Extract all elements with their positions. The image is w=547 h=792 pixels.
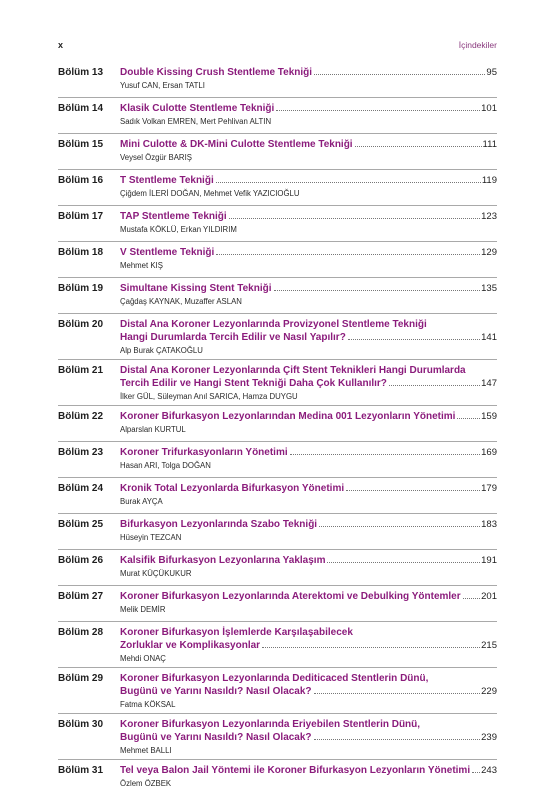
- page-number-ref: 239: [481, 732, 497, 743]
- dot-leader: [346, 490, 480, 491]
- chapter-label: Bölüm 25: [58, 519, 104, 530]
- chapter-title-text: Koroner Bifurkasyon İşlemlerde Karşılaşabilecek: [120, 627, 353, 638]
- chapter-title-text: Koroner Bifurkasyon Lezyonlarında Aterektomi ve Debulking Yöntemler: [120, 591, 461, 602]
- chapter-label: Bölüm 19: [58, 283, 104, 294]
- toc-entry[interactable]: [58, 446, 497, 474]
- chapter-title-line: [120, 626, 497, 639]
- page-number-ref: 123: [481, 211, 497, 222]
- chapter-authors: Mustafa KÖKLÜ, Erkan YILDIRIM: [120, 225, 237, 234]
- chapter-title[interactable]: [120, 718, 497, 744]
- chapter-label: Bölüm 18: [58, 247, 104, 258]
- chapter-title-line: [120, 718, 497, 731]
- chapter-authors: Özlem ÖZBEK: [120, 779, 172, 788]
- chapter-title-text: Tercih Edilir ve Hangi Stent Tekniği Daha Çok Kullanılır?: [120, 378, 387, 389]
- toc-entry[interactable]: [58, 66, 497, 94]
- toc-entry[interactable]: [58, 590, 497, 618]
- dot-leader: [314, 739, 481, 740]
- chapter-title-text: V Stentleme Tekniği: [120, 247, 215, 258]
- chapter-authors: Sadık Volkan EMREN, Mert Pehlivan ALTIN: [120, 117, 272, 126]
- chapter-label: Bölüm 24: [58, 483, 104, 494]
- chapter-authors: Çiğdem İLERİ DOĞAN, Mehmet Vefik YAZICIOĞLU: [120, 189, 300, 198]
- toc-entry[interactable]: [58, 138, 497, 166]
- chapter-title-line: [120, 590, 497, 603]
- divider: [58, 585, 497, 586]
- dot-leader: [327, 562, 480, 563]
- divider: [58, 205, 497, 206]
- dot-leader: [389, 385, 480, 386]
- chapter-authors: Melik DEMİR: [120, 605, 166, 614]
- toc-entry[interactable]: [58, 554, 497, 582]
- page-number-ref: 169: [481, 447, 497, 458]
- dot-leader: [348, 339, 480, 340]
- page-number-ref: 243: [481, 765, 497, 776]
- chapter-authors: Hasan ARI, Tolga DOĞAN: [120, 461, 211, 470]
- page-number-ref: 147: [481, 378, 497, 389]
- chapter-authors: Fatma KÖKSAL: [120, 700, 176, 709]
- toc-entry[interactable]: [58, 672, 497, 710]
- page-number-ref: 229: [481, 686, 497, 697]
- chapter-title-text: Kalsifik Bifurkasyon Lezyonlarına Yaklaşım: [120, 555, 326, 566]
- toc-entry[interactable]: [58, 102, 497, 130]
- section-title: İçindekiler: [458, 40, 497, 50]
- chapter-title-line: [120, 518, 497, 531]
- divider: [58, 441, 497, 442]
- chapter-title-line: [120, 410, 497, 423]
- chapter-authors: Mehmet BALLI: [120, 746, 172, 755]
- toc-entry[interactable]: [58, 764, 497, 792]
- chapter-title-line: [120, 377, 497, 390]
- chapter-title-text: Zorluklar ve Komplikasyonlar: [120, 640, 261, 651]
- divider: [58, 405, 497, 406]
- chapter-title-line: [120, 554, 497, 567]
- toc-entry[interactable]: [58, 518, 497, 546]
- page-number-ref: 119: [481, 175, 497, 186]
- chapter-title-line: [120, 102, 497, 115]
- chapter-title-line: [120, 685, 497, 698]
- page-number-ref: 101: [481, 103, 497, 114]
- dot-leader: [229, 218, 480, 219]
- chapter-title-text: Double Kissing Crush Stentleme Tekniği: [120, 67, 313, 78]
- chapter-title[interactable]: [120, 554, 497, 567]
- page-header: [58, 40, 497, 54]
- chapter-authors: Mehmet KIŞ: [120, 261, 163, 270]
- chapter-title[interactable]: [120, 102, 497, 115]
- dot-leader: [314, 693, 481, 694]
- toc-entry[interactable]: [58, 210, 497, 238]
- divider: [58, 133, 497, 134]
- chapter-title-text: Mini Culotte & DK-Mini Culotte Stentleme Tekniği: [120, 139, 353, 150]
- page-number-ref: 141: [481, 332, 497, 343]
- chapter-title-text: T Stentleme Tekniği: [120, 175, 214, 186]
- chapter-title-line: [120, 282, 497, 295]
- chapter-title[interactable]: [120, 672, 497, 698]
- chapter-title-text: TAP Stentleme Tekniği: [120, 211, 227, 222]
- divider: [58, 713, 497, 714]
- divider: [58, 621, 497, 622]
- divider: [58, 277, 497, 278]
- chapter-title-text: Simultane Kissing Stent Tekniği: [120, 283, 272, 294]
- chapter-title[interactable]: [120, 590, 497, 603]
- chapter-title[interactable]: [120, 446, 497, 459]
- chapter-label: Bölüm 31: [58, 765, 104, 776]
- chapter-label: Bölüm 17: [58, 211, 104, 222]
- chapter-title-text: Koroner Bifurkasyon Lezyonlarında Dediticaced Stentlerin Dünü,: [120, 673, 429, 684]
- chapter-authors: Alparslan KURTUL: [120, 425, 186, 434]
- chapter-title[interactable]: [120, 482, 497, 495]
- page-number-ref: 95: [486, 67, 497, 78]
- toc-entry[interactable]: [58, 246, 497, 274]
- toc-entry[interactable]: [58, 318, 497, 356]
- chapter-title[interactable]: [120, 246, 497, 259]
- toc-entry[interactable]: [58, 718, 497, 756]
- chapter-label: Bölüm 23: [58, 447, 104, 458]
- chapter-title-line: [120, 138, 497, 151]
- chapter-label: Bölüm 29: [58, 673, 104, 684]
- toc-entry[interactable]: [58, 482, 497, 510]
- chapter-title-text: Koroner Trifurkasyonların Yönetimi: [120, 447, 288, 458]
- chapter-title[interactable]: [120, 626, 497, 652]
- chapter-label: Bölüm 28: [58, 627, 104, 638]
- dot-leader: [355, 146, 482, 147]
- chapter-title-text: Hangi Durumlarda Tercih Edilir ve Nasıl Yapılır?: [120, 332, 346, 343]
- divider: [58, 241, 497, 242]
- chapter-title-line: [120, 246, 497, 259]
- toc-entry[interactable]: [58, 626, 497, 664]
- divider: [58, 359, 497, 360]
- toc-entry[interactable]: [58, 174, 497, 202]
- chapter-label: Bölüm 13: [58, 67, 104, 78]
- divider: [58, 169, 497, 170]
- chapter-title[interactable]: [120, 318, 497, 344]
- dot-leader: [274, 290, 481, 291]
- dot-leader: [319, 526, 480, 527]
- chapter-label: Bölüm 21: [58, 365, 104, 376]
- chapter-authors: Burak AYÇA: [120, 497, 163, 506]
- chapter-label: Bölüm 26: [58, 555, 104, 566]
- chapter-title[interactable]: [120, 764, 497, 777]
- divider: [58, 667, 497, 668]
- divider: [58, 759, 497, 760]
- chapter-title-text: Distal Ana Koroner Lezyonlarında Çift Stent Teknikleri Hangi Durumlarda: [120, 365, 466, 376]
- divider: [58, 97, 497, 98]
- page-number-ref: 129: [481, 247, 497, 258]
- chapter-authors: İlker GÜL, Süleyman Anıl SARICA, Hamza DUYGU: [120, 392, 298, 401]
- chapter-title-line: [120, 672, 497, 685]
- chapter-title[interactable]: [120, 282, 497, 295]
- dot-leader: [290, 454, 481, 455]
- chapter-label: Bölüm 16: [58, 175, 104, 186]
- page-number-ref: 159: [481, 411, 497, 422]
- divider: [58, 549, 497, 550]
- dot-leader: [216, 182, 481, 183]
- chapter-authors: Çağdaş KAYNAK, Muzaffer ASLAN: [120, 297, 242, 306]
- table-of-contents: [58, 66, 497, 792]
- page-number-ref: 215: [481, 640, 497, 651]
- chapter-title-line: [120, 639, 497, 652]
- chapter-title-text: Koroner Bifurkasyon Lezyonlarında Eriyebilen Stentlerin Dünü,: [120, 719, 421, 730]
- chapter-title-line: [120, 174, 497, 187]
- chapter-label: Bölüm 22: [58, 411, 104, 422]
- dot-leader: [216, 254, 480, 255]
- chapter-title[interactable]: [120, 210, 497, 223]
- dot-leader: [472, 772, 480, 773]
- chapter-title-line: [120, 66, 497, 79]
- chapter-label: Bölüm 30: [58, 719, 104, 730]
- chapter-title-line: [120, 331, 497, 344]
- chapter-authors: Hüseyin TEZCAN: [120, 533, 182, 542]
- toc-entry[interactable]: [58, 282, 497, 310]
- dot-leader: [457, 418, 480, 419]
- chapter-title[interactable]: [120, 66, 497, 79]
- divider: [58, 313, 497, 314]
- chapter-title[interactable]: [120, 518, 497, 531]
- chapter-title-text: Klasik Culotte Stentleme Tekniği: [120, 103, 275, 114]
- chapter-title-line: [120, 318, 497, 331]
- page-number-ref: 179: [481, 483, 497, 494]
- chapter-label: Bölüm 14: [58, 103, 104, 114]
- page-number-ref: 201: [481, 591, 497, 602]
- chapter-label: Bölüm 27: [58, 591, 104, 602]
- divider: [58, 477, 497, 478]
- chapter-authors: Veysel Özgür BARIŞ: [120, 153, 192, 162]
- chapter-authors: Yusuf CAN, Ersan TATLI: [120, 81, 205, 90]
- chapter-title-line: [120, 364, 497, 377]
- page-number-ref: 135: [481, 283, 497, 294]
- dot-leader: [463, 598, 481, 599]
- toc-entry[interactable]: [58, 364, 497, 402]
- page-number: x: [58, 40, 64, 50]
- chapter-label: Bölüm 20: [58, 319, 104, 330]
- chapter-title[interactable]: [120, 138, 497, 151]
- chapter-title-text: Distal Ana Koroner Lezyonlarında Provizyonel Stentleme Tekniği: [120, 319, 427, 330]
- page-number-ref: 111: [482, 139, 497, 150]
- page-number-ref: 183: [481, 519, 497, 530]
- chapter-title-text: Kronik Total Lezyonlarda Bifurkasyon Yönetimi: [120, 483, 345, 494]
- chapter-title-text: Tel veya Balon Jail Yöntemi ile Koroner Bifurkasyon Lezyonların Yönetimi: [120, 765, 471, 776]
- chapter-title[interactable]: [120, 410, 497, 423]
- dot-leader: [262, 647, 480, 648]
- toc-entry[interactable]: [58, 410, 497, 438]
- chapter-title-text: Bugünü ve Yarını Nasıldı? Nasıl Olacak?: [120, 686, 312, 697]
- chapter-title-line: [120, 482, 497, 495]
- chapter-title-text: Koroner Bifurkasyon Lezyonlarından Medina 001 Lezyonların Yönetimi: [120, 411, 456, 422]
- chapter-authors: Murat KÜÇÜKUKUR: [120, 569, 192, 578]
- divider: [58, 513, 497, 514]
- chapter-title-text: Bugünü ve Yarını Nasıldı? Nasıl Olacak?: [120, 732, 312, 743]
- chapter-label: Bölüm 15: [58, 139, 104, 150]
- chapter-title-line: [120, 210, 497, 223]
- chapter-title-line: [120, 764, 497, 777]
- chapter-title-line: [120, 731, 497, 744]
- page-number-ref: 191: [481, 555, 497, 566]
- chapter-authors: Mehdi ONAÇ: [120, 654, 166, 663]
- chapter-title[interactable]: [120, 174, 497, 187]
- chapter-title[interactable]: [120, 364, 497, 390]
- chapter-authors: Alp Burak ÇATAKOĞLU: [120, 346, 203, 355]
- dot-leader: [276, 110, 480, 111]
- dot-leader: [314, 74, 485, 75]
- chapter-title-line: [120, 446, 497, 459]
- chapter-title-text: Bifurkasyon Lezyonlarında Szabo Tekniği: [120, 519, 318, 530]
